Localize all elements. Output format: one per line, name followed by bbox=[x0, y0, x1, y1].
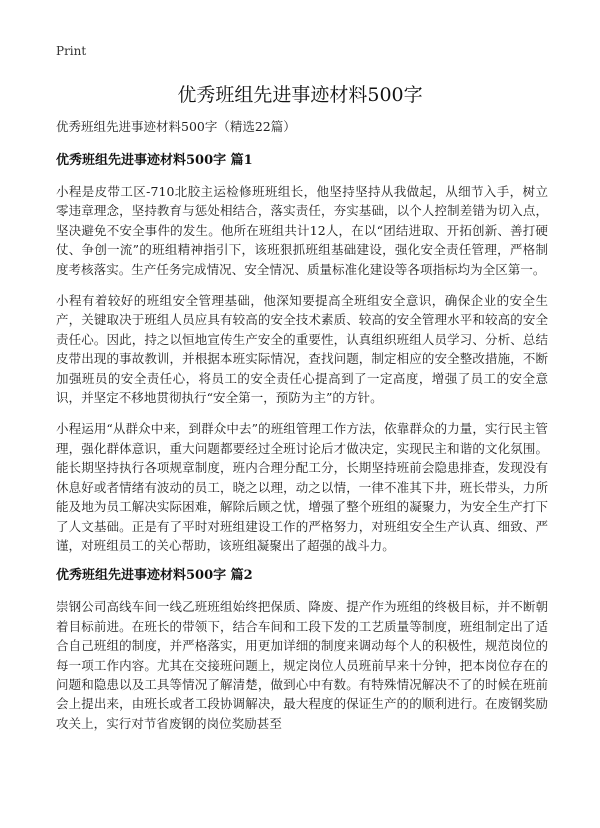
section-heading: 优秀班组先进事迹材料500字 篇1 bbox=[56, 153, 253, 168]
print-label: Print bbox=[56, 44, 87, 58]
document-subtitle: 优秀班组先进事迹材料500字（精选22篇） bbox=[56, 119, 296, 134]
document-body bbox=[56, 118, 548, 745]
section-heading: 优秀班组先进事迹材料500字 篇2 bbox=[56, 568, 253, 584]
paragraph: 小程是皮带工区-710北胶主运检修班班组长，他坚持坚持从我做起，从细节入手，树立零违章理念，坚持教育与惩处相结合，落实责任，夯实基础，以个人控制差错为切入点，坚决避免不安全事件的发生。他所在班组共计12人，在以“团结进取、开拓创新、善打硬仗、争创一流”的班组精神指引下，该班狠抓班组基础建设，强化安全责任管理，严格制度考核落实。生产任务完成情况、安全情况、质量标准化建设等各项指标均为全区第一。 bbox=[56, 184, 548, 277]
section-1 bbox=[56, 152, 548, 555]
paragraph: 小程运用“从群众中来，到群众中去”的班组管理工作方法，依靠群众的力量，实行民主管理，强化群体意识，重大问题都要经过全班讨论后才做决定，实现民主和谐的文化氛围。能长期坚持执行各项规章制度，班内合理分配工分，长期坚持班前会隐患排查，发现没有休息好或者情绪有波动的员工，晓之以理，动之以情，一律不准其下井，班长带头，力所能及地为员工解决实际困难，解除后顾之忧，增强了整个班组的凝聚力，为安全生产打下了人文基础。正是有了平时对班组建设工作的严格努力，对班组安全生产认真、细致、严谨，对班组员工的关心帮助，该班组凝聚出了超强的战斗力。 bbox=[56, 421, 548, 553]
paragraph: 崇钢公司高线车间一线乙班班组始终把保质、降废、提产作为班组的终极目标，并不断朝着目标前进。在班长的带领下，结合车间和工段下发的工艺质量等制度，班组制定出了适合自己班组的制度，并严格落实，用更加详细的制度来调动每个人的积极性，规范岗位的每一项工作内容。尤其在交接班问题上，规定岗位人员班前早来十分钟，把本岗位存在的问题和隐患以及工具等情况了解清楚，做到心中有数。有特殊情况解决不了的时候在班前会上提出来，由班长或者工段协调解决，最大程度的保证生产的的顺利进行。在废钢奖励攻关上，实行对节省废钢的岗位奖励甚至 bbox=[56, 599, 548, 731]
section-2 bbox=[56, 567, 548, 733]
document-title: 优秀班组先进事迹材料500字 bbox=[177, 84, 423, 106]
paragraph: 小程有着较好的班组安全管理基础，他深知要提高全班组安全意识，确保企业的安全生产，关键取决于班组人员应具有较高的安全技术素质、较高的安全管理水平和较高的安全责任心。因此，持之以恒地宣传生产安全的重要性，认真组织班组人员学习、分析、总结皮带出现的事故教训，并根据本班实际情况，查找问题，制定相应的安全整改措施，不断加强班员的安全责任心，将员工的安全责任心提高到了一定高度，增强了员工的安全意识，并坚定不移地贯彻执行“安全第一，预防为主”的方针。 bbox=[56, 293, 548, 406]
